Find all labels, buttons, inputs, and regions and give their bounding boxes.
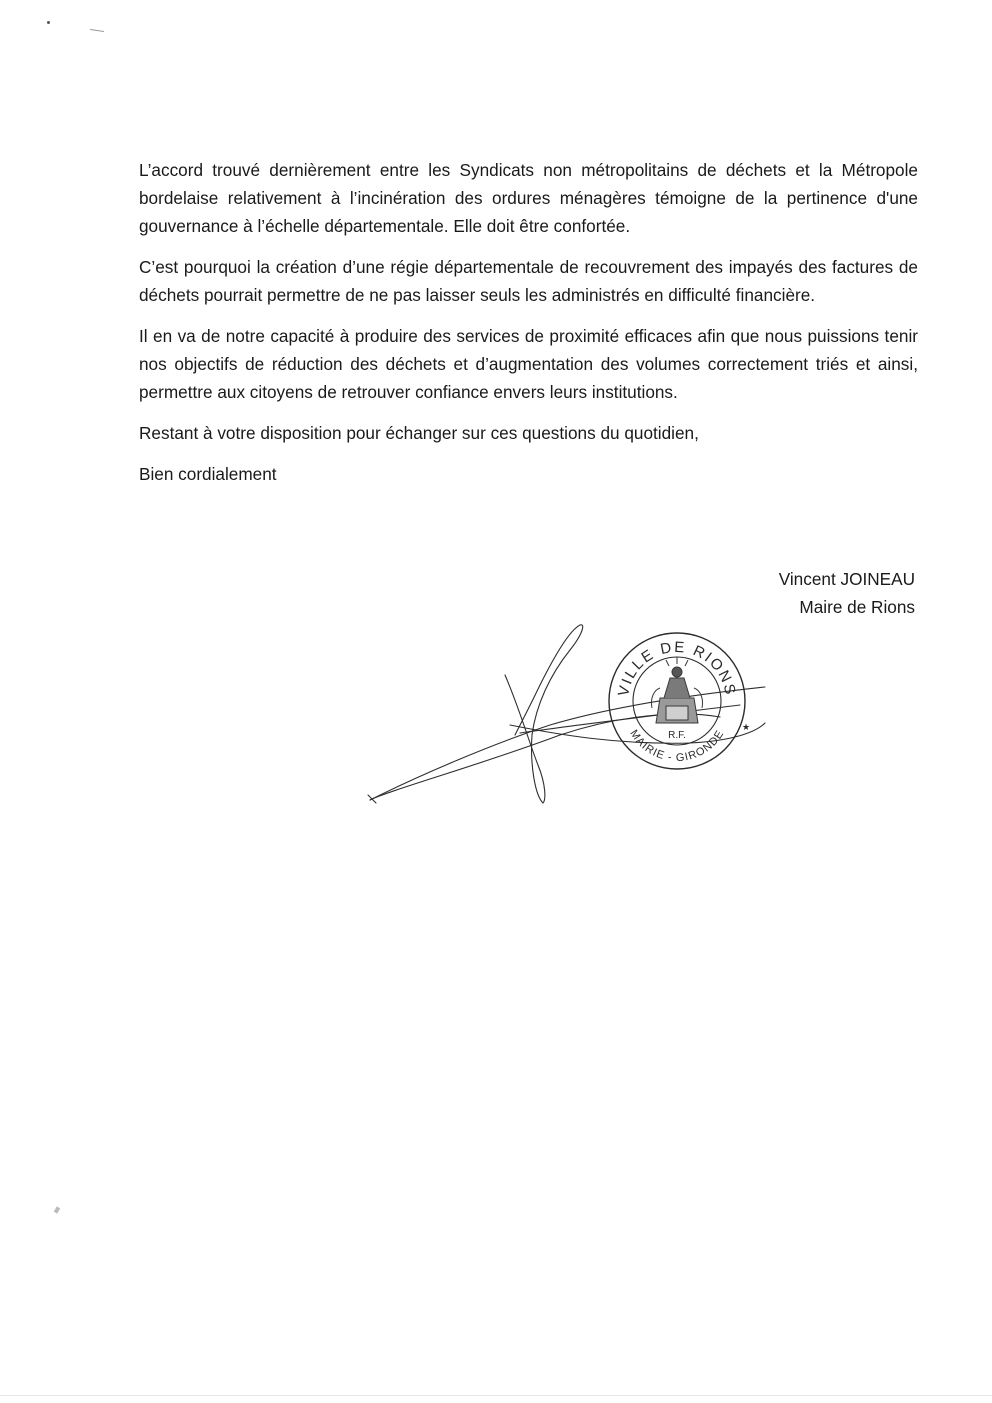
paragraph-accord: L’accord trouvé dernièrement entre les Syndicats non métropolitains de déchets et la Métropole bordelaise relativement à l’incinération des ordures ménagères témoigne de la pertinence d'une gouvernance à l’échelle départementale. Elle doit être confortée. bbox=[139, 160, 918, 236]
signatory-title: Maire de Rions bbox=[799, 597, 915, 617]
scan-artifact-mark bbox=[54, 1206, 60, 1213]
letter-body bbox=[139, 156, 918, 501]
town-hall-seal bbox=[604, 628, 750, 774]
signatory-name: Vincent JOINEAU bbox=[778, 569, 915, 589]
scan-artifact-dash bbox=[90, 29, 104, 32]
seal-star-icon: ★ bbox=[742, 723, 750, 733]
paragraph-capacite: Il en va de notre capacité à produire des services de proximité efficaces afin que nous puissions tenir nos objectifs de réduction des déchets et d’augmentation des volumes correctement triés et ainsi, permettre aux citoyens de retrouver confiance envers leurs institutions. bbox=[139, 326, 918, 402]
seal-top-text: VILLE DE RIONS bbox=[615, 638, 739, 698]
signatory-block bbox=[779, 565, 915, 621]
scan-bottom-edge bbox=[0, 1395, 992, 1396]
seal-center-text: R.F. bbox=[668, 730, 686, 741]
scan-artifact-dot bbox=[47, 21, 50, 24]
seal-emblem-icon bbox=[651, 657, 702, 723]
salutation: Bien cordialement bbox=[139, 464, 277, 484]
seal-bottom-text: MAIRIE - GIRONDE bbox=[627, 727, 727, 765]
closing-line: Restant à votre disposition pour échanger sur ces questions du quotidien, bbox=[139, 423, 699, 443]
paragraph-regie: C’est pourquoi la création d’une régie départementale de recouvrement des impayés des factures de déchets pourrait permettre de ne pas laisser seuls les administrés en difficulté financière. bbox=[139, 257, 918, 305]
